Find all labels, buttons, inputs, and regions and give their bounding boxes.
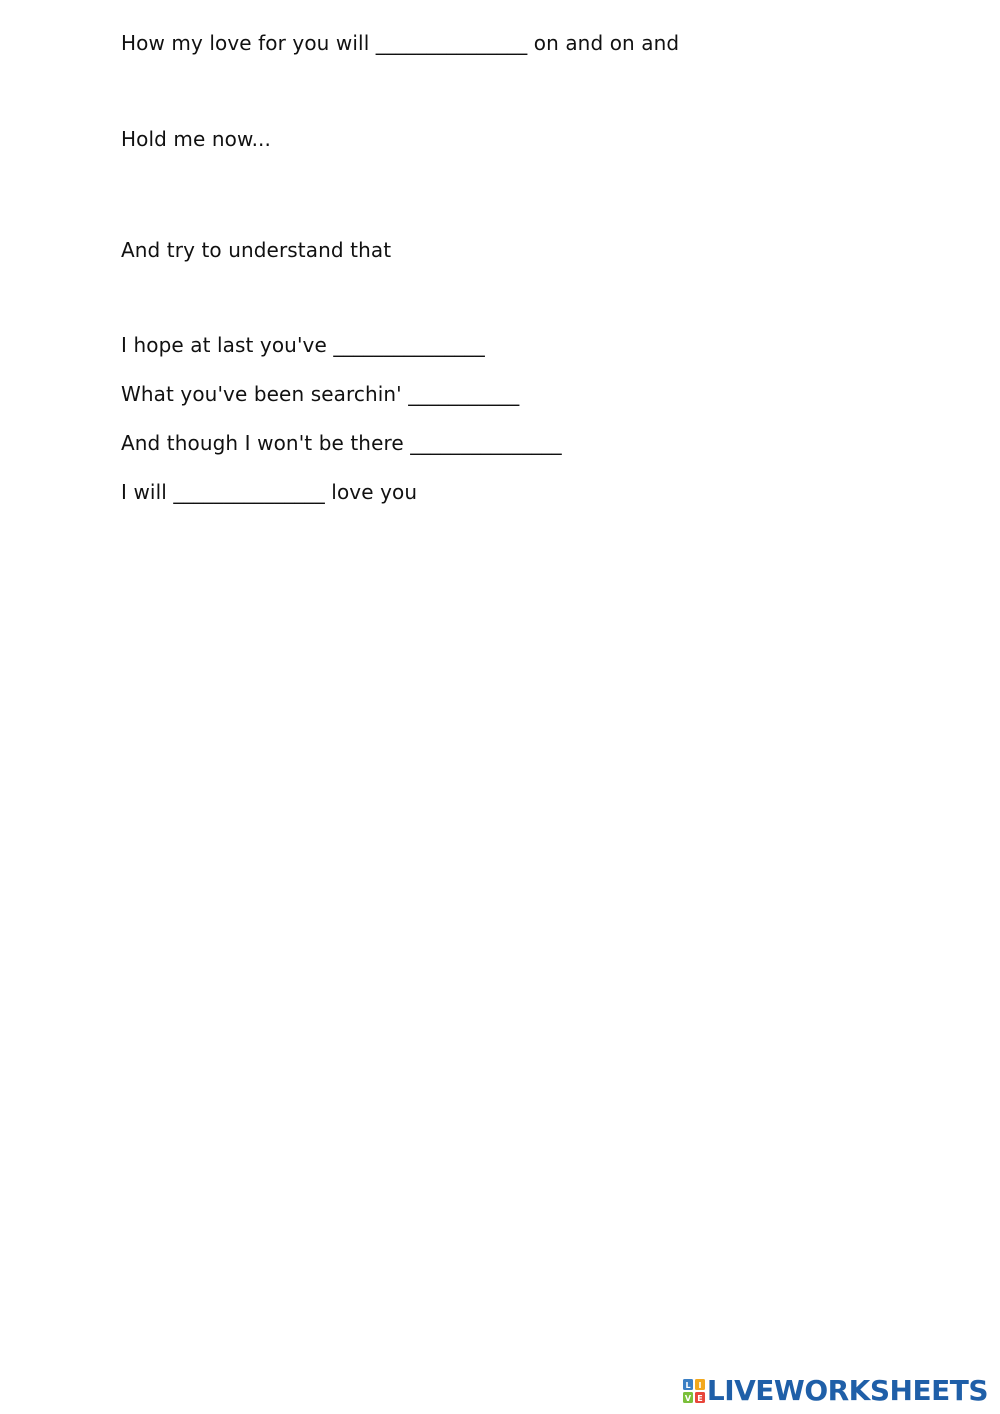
liveworksheets-wordmark: LIVEWORKSHEETS <box>706 1374 988 1407</box>
lyric-line-5: What you've been searchin' ___________ <box>121 382 520 406</box>
svg-text:L: L <box>685 1381 691 1390</box>
svg-text:V: V <box>684 1394 691 1403</box>
svg-text:I: I <box>698 1381 702 1390</box>
liveworksheets-tiles-icon <box>683 1379 705 1403</box>
lyric-line-2: Hold me now... <box>121 127 271 151</box>
lyric-line-1: How my love for you will _______________ on and on and <box>121 31 680 55</box>
lyric-line-7: I will _______________ love you <box>121 480 418 504</box>
liveworksheets-logo <box>683 1376 988 1406</box>
lyric-line-4: I hope at last you've _______________ <box>121 333 485 357</box>
lyric-line-3: And try to understand that <box>121 238 392 262</box>
lyric-line-6: And though I won't be there _______________ <box>121 431 562 455</box>
svg-text:E: E <box>697 1394 703 1403</box>
